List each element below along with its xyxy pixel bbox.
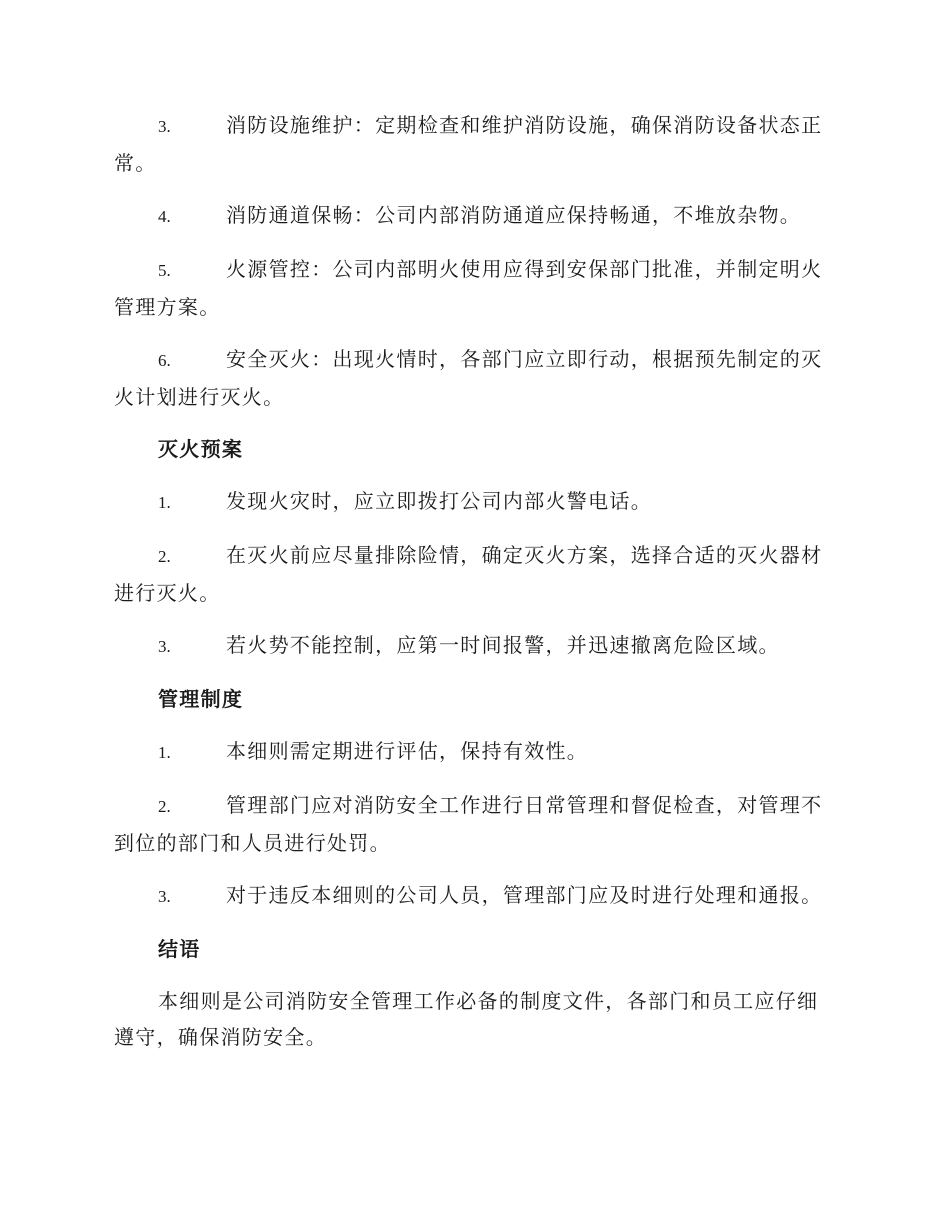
item-text: 管理部门应对消防安全工作进行日常管理和督促检查，对管理不到位的部门和人员进行处罚。 <box>114 793 823 855</box>
item-number: 1. <box>158 743 171 762</box>
item-number: 5. <box>158 261 171 280</box>
item-number: 2. <box>158 797 171 816</box>
list-item <box>114 107 834 181</box>
item-number: 2. <box>158 547 171 566</box>
item-text: 消防通道保畅：公司内部消防通道应保持畅通，不堆放杂物。 <box>226 203 802 227</box>
list-item <box>114 627 834 665</box>
item-number: 3. <box>158 637 171 656</box>
conclusion-paragraph: 本细则是公司消防安全管理工作必备的制度文件，各部门和员工应仔细遵守，确保消防安全。 <box>114 989 819 1049</box>
list-item <box>114 483 834 521</box>
item-text: 在灭火前应尽量排除险情，确定灭火方案，选择合适的灭火器材进行灭火。 <box>114 543 823 605</box>
item-text: 火源管控：公司内部明火使用应得到安保部门批准，并制定明火管理方案。 <box>114 257 823 319</box>
list-item <box>114 733 834 771</box>
list-item <box>114 787 834 861</box>
list-item <box>114 877 834 915</box>
list-item <box>114 197 834 235</box>
item-number: 4. <box>158 207 171 226</box>
section-heading-management: 管理制度 <box>158 687 244 711</box>
document-body <box>114 107 834 1071</box>
item-text: 若火势不能控制，应第一时间报警，并迅速撤离危险区域。 <box>226 633 780 657</box>
item-text: 本细则需定期进行评估，保持有效性。 <box>226 739 589 763</box>
item-text: 发现火灾时，应立即拨打公司内部火警电话。 <box>226 489 652 513</box>
item-number: 1. <box>158 493 171 512</box>
item-number: 6. <box>158 351 171 370</box>
section-heading-fire-plan: 灭火预案 <box>158 437 244 461</box>
section-heading-conclusion: 结语 <box>158 937 201 961</box>
list-item <box>114 341 834 415</box>
item-text: 安全灭火：出现火情时，各部门应立即行动，根据预先制定的灭火计划进行灭火。 <box>114 347 823 409</box>
item-number: 3. <box>158 887 171 906</box>
item-text: 对于违反本细则的公司人员，管理部门应及时进行处理和通报。 <box>226 883 823 907</box>
item-text: 消防设施维护：定期检查和维护消防设施，确保消防设备状态正常。 <box>114 113 823 175</box>
list-item <box>114 251 834 325</box>
item-number: 3. <box>158 117 171 136</box>
list-item <box>114 537 834 611</box>
